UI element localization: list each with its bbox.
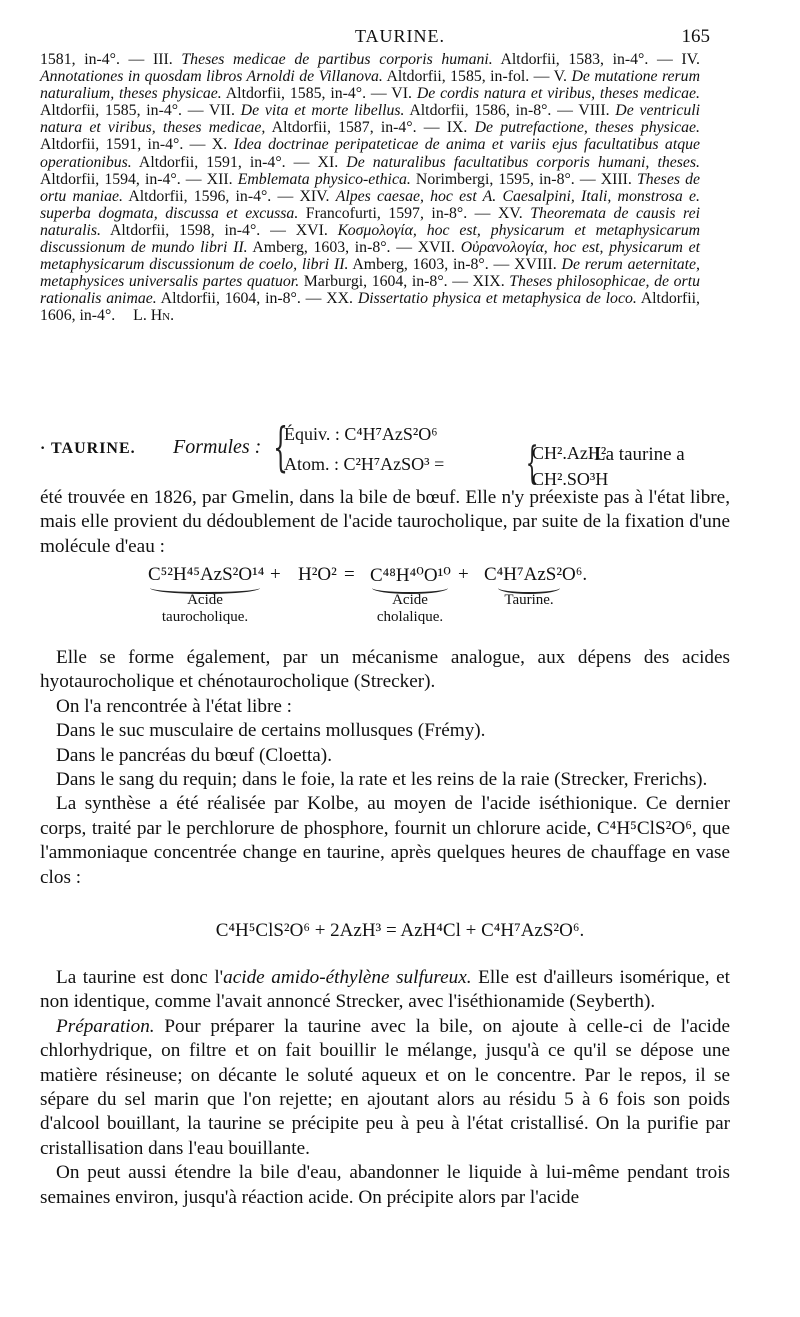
paragraph-synthesis: La synthèse a été réalisée par Kolbe, au moyen de l'acide iséthionique. Ce dernier corps, traité par le perchlorure de phosphore, fournit un chlorure acide, C⁴H⁵ClS²O⁶, que l'ammoniaque concentrée change en taurine, après quelques heures de chauffage en vase clos : (40, 793, 730, 888)
paragraphs-preparation (40, 966, 730, 1210)
entry-prefix: 1581, in-4°. — III. (40, 51, 182, 68)
label-cholalic: Acide cholalique. (376, 592, 444, 625)
entry-title: Dissertatio physica et metaphysica de loco. (357, 290, 637, 308)
entry-title: Κοσμολογία, hoc est, physicarum et metaphysicarum discussionum de mundo libri II. (40, 221, 700, 257)
running-header (0, 26, 800, 50)
paragraph-alternative: On peut aussi étendre la bile d'eau, abandonner le liquide à lui-même pendant trois semaines environ, jusqu'à réaction acide. On précipite alors par l'acide (40, 1162, 730, 1208)
entry-title: De putrefactione, theses physicae. (474, 119, 701, 137)
bibliography-list (40, 51, 700, 324)
paragraph-text: été trouvée en 1826, par Gmelin, dans la bile de bœuf. Elle n'y préexiste pas à l'état libre, mais elle provient du dédoublement de l'acide taurocholique, par suite de la fixation d'une molécule d'eau : (40, 487, 730, 557)
label-taurine: Taurine. (504, 592, 554, 608)
entry-title: Οὐρανολογία, hoc est, physicarum et metaphysicarum discussionum de coelo, libri II. (40, 239, 700, 274)
entry-title: Annotationes in quosdam libros Arnoldi de Villanova. (40, 68, 383, 86)
isomer-text-2: Elle est d'ailleurs isomérique, et non identique, comme l'avait annoncé Strecker, avec l'iséthionamide (Seyberth). (40, 967, 730, 1013)
entry-suffix: Altdorfii, 1585, in-fol. — V. (382, 68, 567, 86)
entry-suffix: Altdorfii, 1586, in-8°. — VIII. (404, 102, 610, 120)
paragraph-discovery (40, 486, 730, 559)
entry-suffix: Altdorfii, 1604, in-8°. — XX. (156, 290, 353, 308)
entry-suffix: Altdorfii, 1598, in-4°. — XVI. (101, 221, 328, 239)
paragraph-pancreas: Dans le pancréas du bœuf (Cloetta). (56, 744, 332, 766)
entry-title: Theses medicae de partibus corporis humani. (181, 51, 493, 68)
entry-suffix: Altdorfii, 1585, in-4°. — VI. (221, 85, 412, 103)
entry-suffix: Altdorfii, 1587, in-4°. — IX. (265, 119, 468, 137)
eq-term-4: C⁴H⁷AzS²O⁶. (484, 564, 588, 585)
entry-title: De cordis natura et viribus, theses medicae. (416, 85, 700, 103)
entry-title: De naturalibus facultatibus corporis humani, theses. (346, 153, 701, 171)
entry-suffix: Altdorfii, 1596, in-4°. — XIV. (123, 187, 330, 205)
bibliography-entry (40, 51, 673, 68)
preparation-text: Pour préparer la taurine avec la bile, on ajoute à celle-ci de l'acide chlorhydrique, on filtre et on fait bouillir le mélange, jusqu'à ce qu'il se dépose une matière résineuse; on décante le soluté aqueux et on le concentre. Par le repos, il se sépare du sel marin que l'on rejette; en ajoutant alors au résidu 5 à 6 fois son poids d'alcool bouillant, la taurine se précipite peu à peu à l'état cristallisé. On la purifie par cristallisation dans l'eau bouillante. (40, 1015, 730, 1159)
equation-taurocholic (0, 564, 800, 624)
paragraphs-occurrence (40, 646, 730, 890)
bibliography-entry (241, 102, 610, 119)
structure-brace-icon: { (525, 438, 539, 489)
entry-suffix: Altdorfii, 1591, in-4°. — X. (40, 136, 228, 154)
entry-title: De vita et morte libellus. (240, 102, 405, 120)
entry-title: De ventriculi natura et viribus, theses medicae, (40, 102, 701, 137)
paragraph-formation: Elle se forme également, par un mécanisme analogue, aux dépens des acides hyotaurocholique et chénotaurocholique (Strecker). (40, 647, 730, 693)
preparation-heading: Préparation. (56, 1015, 155, 1037)
entry-suffix: Norimbergi, 1595, in-8°. — XIII. (410, 170, 632, 188)
entry-suffix: Altdorfii, 1583, in-4°. — (492, 51, 673, 68)
paragraph-preparation (40, 1015, 730, 1161)
entry-title: Theses philosophicae, de ortu rationalis animae. (40, 273, 700, 308)
formula-equiv: Équiv. : C⁴H⁷AzS²O⁶ (284, 424, 438, 444)
entry-title: De mutatione rerum naturalium, theses physicae. (40, 68, 700, 103)
label-taurocholic: Acide taurocholique. (161, 592, 249, 625)
left-brace-icon: { (273, 418, 288, 478)
eq-term-3: C⁴⁸H⁴⁰O¹⁰ (370, 565, 451, 586)
entry-suffix: Amberg, 1603, in-8°. — XVII. (247, 239, 455, 257)
entry-title: · TAURINE. (40, 440, 136, 457)
bibliography (40, 51, 700, 325)
entry-suffix: Francofurti, 1597, in-8°. — XV. (298, 204, 523, 222)
eq-plus-2: + (458, 564, 469, 585)
paragraph-free-state: On l'a rencontrée à l'état libre : (56, 695, 292, 717)
eq-term-2: H²O² (298, 564, 337, 585)
entry-prefix: IV. (681, 51, 700, 68)
running-title: TAURINE. (354, 26, 446, 46)
paragraph-isomer (40, 966, 730, 1015)
structure-top: CH².AzH² (532, 443, 607, 463)
entry-title: Theoremata de causis rei naturalis. (40, 204, 700, 239)
entry-title: Alpes caesae, hoc est A. Caesalpini, Itali, monstrosa e. superba dogmata, discussa et excussa. (40, 187, 700, 222)
isomer-text-1: La taurine est donc l' (56, 967, 224, 988)
eq-term-1: C⁵²H⁴⁵AzS²O¹⁴ (148, 564, 265, 585)
formulas-tail: La taurine a (594, 444, 685, 465)
entry-suffix: Altdorfii, 1585, in-4°. — VII. (40, 102, 235, 120)
formula-atom: Atom. : C²H⁷AzSO³ = (284, 454, 445, 474)
bibliography-entry (238, 171, 632, 188)
entry-suffix: Marburgi, 1604, in-8°. — XIX. (299, 273, 505, 291)
bibliography-author: L. Hn. (133, 307, 175, 325)
entry-title: Theses de ortu maniae. (40, 170, 700, 205)
entry-title: Emblemata physico-ethica. (237, 170, 411, 188)
formulas-block (40, 418, 720, 489)
entry-suffix: Altdorfii, 1594, in-4°. — XII. (40, 170, 233, 188)
entry-suffix: Altdorfii, 1591, in-4°. — XI. (131, 153, 339, 171)
paragraph-shark: Dans le sang du requin; dans le foie, la rate et les reins de la raie (Strecker, Frerichs). (56, 769, 708, 791)
equation-synthesis: C⁴H⁵ClS²O⁶ + 2AzH³ = AzH⁴Cl + C⁴H⁷AzS²O⁶. (215, 920, 585, 941)
structure-bottom: CH².SO³H (532, 469, 609, 489)
entry-suffix: Altdorfii, 1606, in-4°. (40, 290, 700, 325)
entry-title: Idea doctrinae peripateticae de anima et variis ejus facultatibus atque operationibus. (40, 136, 701, 171)
entry-suffix: Amberg, 1603, in-8°. — XVIII. (348, 256, 557, 274)
formulas-label: Formules : (173, 436, 262, 458)
eq-equals: = (344, 564, 355, 585)
entry-title: De rerum aeternitate, metaphysices universalis partes quatuor. (40, 256, 701, 291)
isomer-italic: acide amido-éthylène sulfureux. (223, 967, 472, 988)
paragraph-molluscs: Dans le suc musculaire de certains mollusques (Frémy). (56, 720, 486, 742)
page-number: 165 (681, 26, 710, 47)
eq-plus-1: + (270, 564, 281, 585)
